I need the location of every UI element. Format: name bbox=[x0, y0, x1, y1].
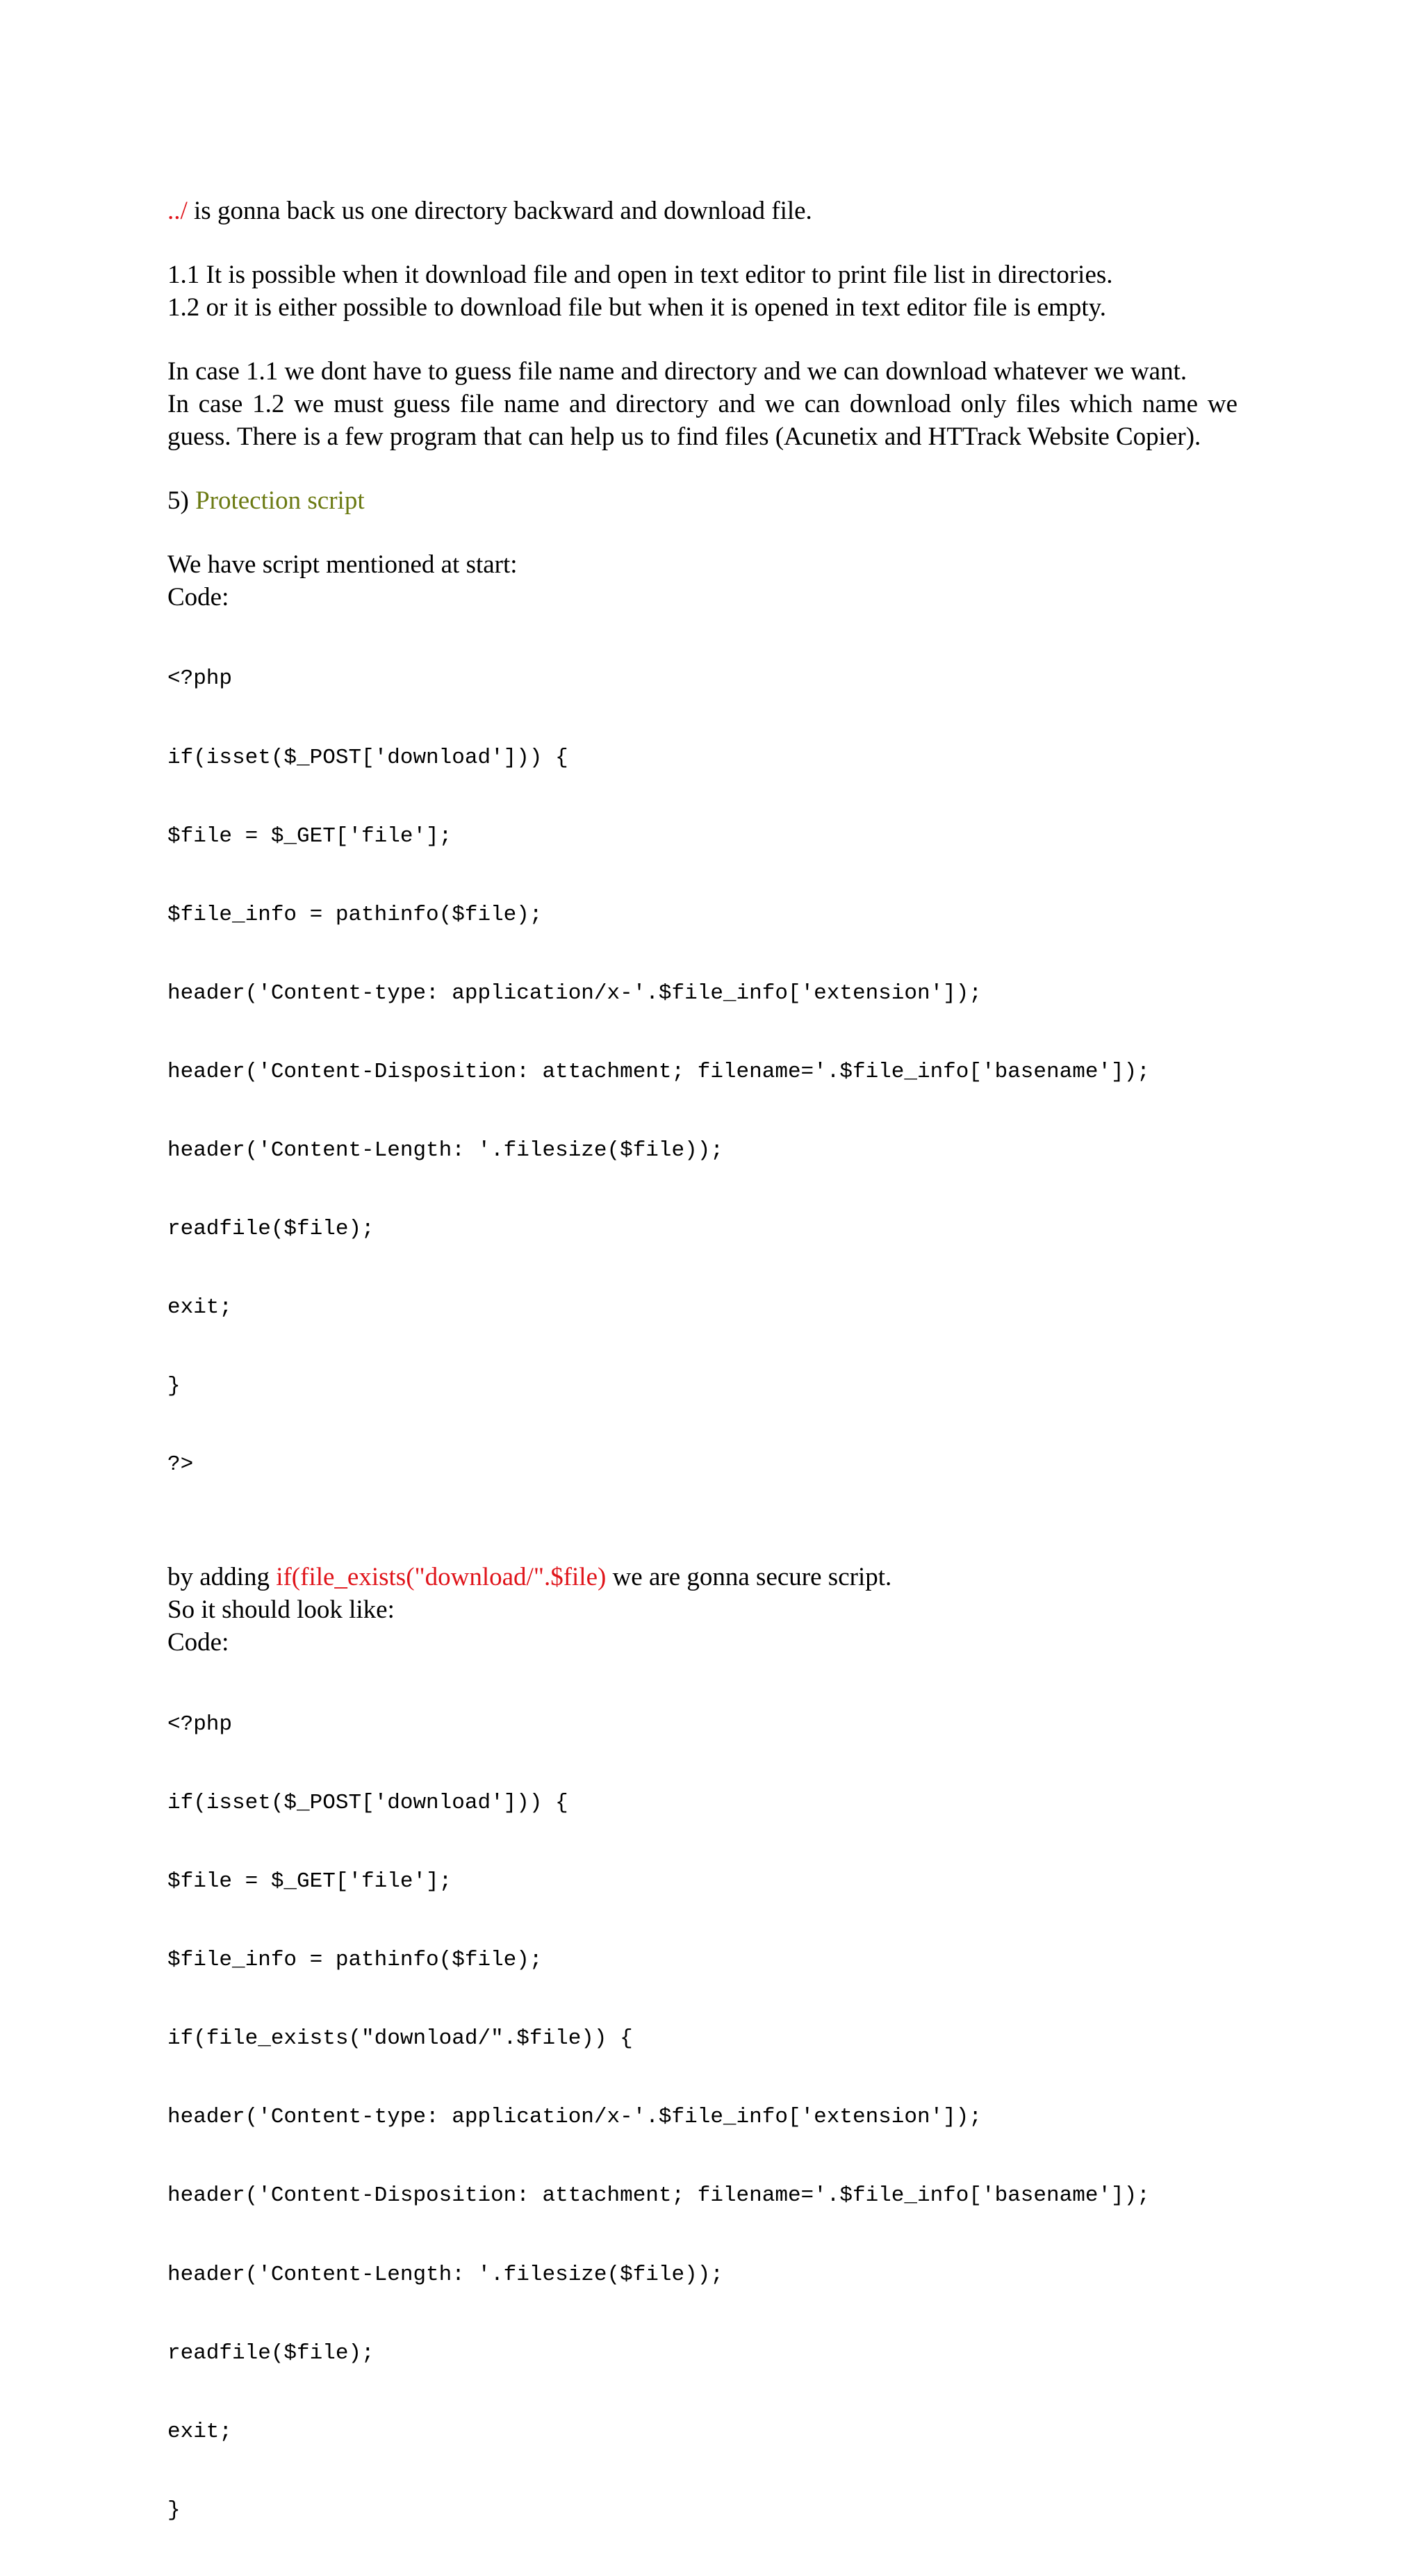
paragraph-intro: We have script mentioned at start: bbox=[167, 550, 518, 579]
code-line: header('Content-Length: '.filesize($file)); bbox=[167, 2262, 723, 2287]
paragraph-case-1-1: In case 1.1 we dont have to guess file name and directory and we can download whatever we want. bbox=[167, 357, 1187, 386]
code-line: } bbox=[167, 2497, 181, 2522]
code-block-original bbox=[167, 614, 1237, 1530]
highlighted-code-text: if(file_exists("download/".$file) bbox=[276, 1563, 607, 1592]
section-number: 5) bbox=[167, 486, 196, 515]
code-line: $file_info = pathinfo($file); bbox=[167, 902, 543, 927]
code-line: <?php bbox=[167, 666, 233, 691]
code-line: $file = $_GET['file']; bbox=[167, 823, 452, 848]
code-line: ?> bbox=[167, 1452, 194, 1477]
code-label: Code: bbox=[167, 583, 229, 612]
code-line: if(file_exists("download/".$file)) { bbox=[167, 2026, 633, 2051]
code-line: header('Content-Disposition: attachment; filename='.$file_info['basename']); bbox=[167, 2183, 1150, 2208]
document-body bbox=[167, 195, 1237, 2576]
paragraph-case-1-2: In case 1.2 we must guess file name and directory and we can download only files which name we guess. There is a few program that can help us to find files (Acunetix and HTTrack Website Copier). bbox=[167, 390, 1237, 451]
paragraph-look: So it should look like: bbox=[167, 1595, 395, 1625]
code-line: readfile($file); bbox=[167, 2340, 375, 2365]
section-heading bbox=[167, 484, 1237, 517]
code-line: readfile($file); bbox=[167, 1217, 375, 1242]
paragraph-text: is gonna back us one directory backward and download file. bbox=[187, 197, 812, 225]
code-line: exit; bbox=[167, 1295, 233, 1320]
code-line: if(isset($_POST['download'])) { bbox=[167, 1790, 568, 1815]
code-line: $file_info = pathinfo($file); bbox=[167, 1948, 543, 1973]
code-line: header('Content-Disposition: attachment; filename='.$file_info['basename']); bbox=[167, 1059, 1150, 1084]
section-title: Protection script bbox=[195, 486, 365, 515]
paragraph-text: we are gonna secure script. bbox=[606, 1563, 892, 1592]
path-traversal-text: ../ bbox=[167, 197, 188, 225]
paragraph-adding bbox=[167, 1561, 1237, 1593]
code-label: Code: bbox=[167, 1628, 229, 1657]
paragraph-text: by adding bbox=[167, 1563, 277, 1592]
code-line: <?php bbox=[167, 1712, 233, 1737]
code-line: header('Content-Length: '.filesize($file)); bbox=[167, 1138, 723, 1163]
code-line: $file = $_GET['file']; bbox=[167, 1869, 452, 1894]
list-item-1-2: 1.2 or it is either possible to download file but when it is opened in text editor file is empty. bbox=[167, 293, 1106, 322]
code-line: header('Content-type: application/x-'.$file_info['extension']); bbox=[167, 981, 982, 1006]
code-block-secured bbox=[167, 1659, 1237, 2575]
code-line: header('Content-type: application/x-'.$file_info['extension']); bbox=[167, 2105, 982, 2130]
paragraph-directory-backward bbox=[167, 195, 1237, 227]
list-item-1-1: 1.1 It is possible when it download file and open in text editor to print file list in directories. bbox=[167, 261, 1113, 289]
code-line: if(isset($_POST['download'])) { bbox=[167, 745, 568, 770]
code-line: } bbox=[167, 1374, 181, 1399]
code-line: exit; bbox=[167, 2419, 233, 2444]
